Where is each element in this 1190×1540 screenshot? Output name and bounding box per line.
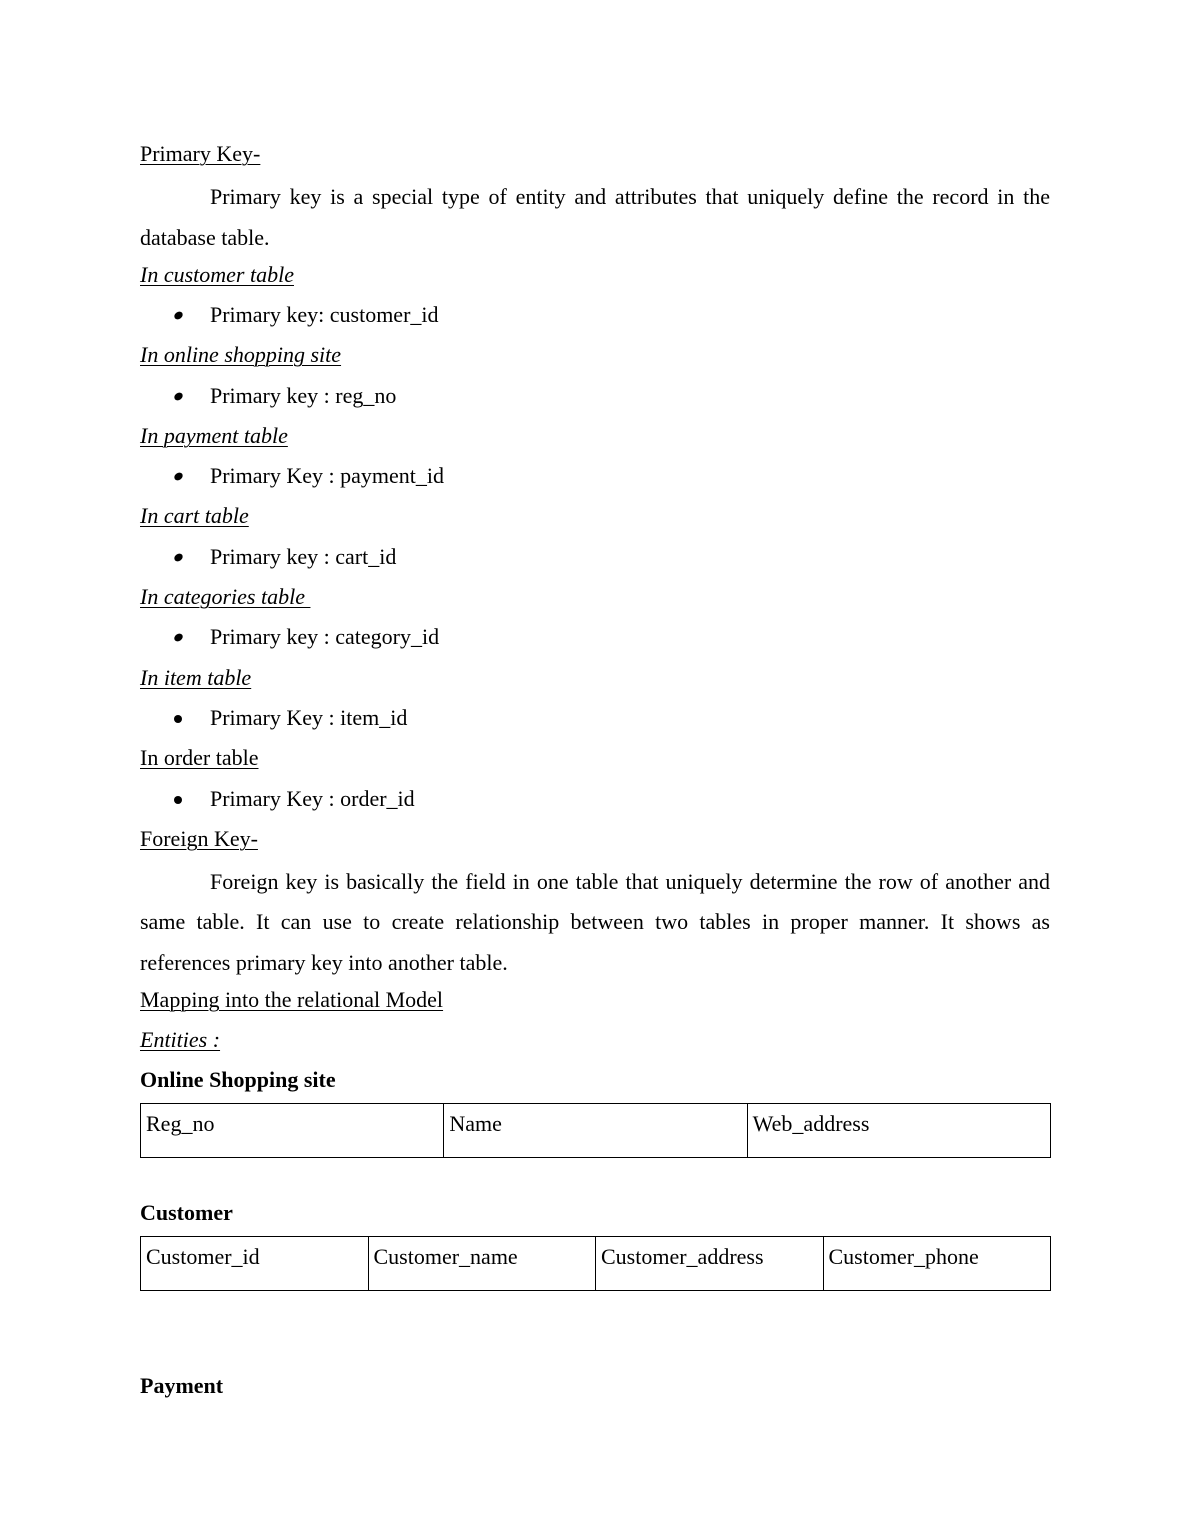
bullet-text: Primary key : cart_id <box>210 543 397 569</box>
table-row <box>141 1104 1051 1158</box>
bullet-icon <box>173 632 184 643</box>
bullet-icon <box>174 715 182 723</box>
bullet-icon <box>173 471 184 482</box>
entity-title-payment: Payment <box>140 1373 224 1399</box>
section-label-item: In item table <box>140 664 252 690</box>
bullet-text: Primary key: customer_id <box>210 302 439 327</box>
table-cell: Customer_id <box>141 1237 369 1291</box>
entity-table-customer <box>140 1236 1051 1291</box>
bullet-item <box>140 782 1050 822</box>
foreign-key-heading: Foreign Key- <box>140 825 258 851</box>
section-label-order: In order table <box>140 745 259 771</box>
section-label-categories: In categories table <box>140 584 311 610</box>
entity-table-online-shopping <box>140 1103 1051 1158</box>
section-label-customer: In customer table <box>140 261 294 287</box>
bullet-text: Primary Key : order_id <box>210 785 415 811</box>
bullet-text: Primary key : reg_no <box>210 382 397 408</box>
table-cell: Name <box>444 1104 747 1158</box>
bullet-item <box>140 701 1050 741</box>
table-row <box>141 1237 1051 1291</box>
primary-key-heading: Primary Key- <box>140 141 261 166</box>
entity-title-customer: Customer <box>140 1200 233 1226</box>
table-cell: Customer_address <box>596 1237 824 1291</box>
primary-key-definition <box>140 177 1050 257</box>
foreign-key-definition-text: Foreign key is basically the field in one table that uniquely determine the row of another and same table. It can use to create relationship between two tables in proper manner. It shows as references primary key into another table. <box>140 869 1050 975</box>
table-cell: Customer_phone <box>823 1237 1051 1291</box>
bullet-text: Primary Key : item_id <box>210 704 408 730</box>
table-cell: Web_address <box>747 1104 1050 1158</box>
bullet-icon <box>173 552 184 563</box>
table-cell: Reg_no <box>141 1104 444 1158</box>
bullet-text: Primary Key : payment_id <box>210 463 445 489</box>
bullet-item <box>140 298 1050 338</box>
section-label-online-shopping: In online shopping site <box>140 342 342 368</box>
bullet-item <box>140 620 1050 660</box>
bullet-item <box>140 379 1050 419</box>
entities-label: Entities : <box>140 1027 221 1053</box>
mapping-heading: Mapping into the relational Model <box>140 986 444 1012</box>
document-page <box>140 137 1050 1409</box>
bullet-item <box>140 459 1050 499</box>
entity-title-online-shopping: Online Shopping site <box>140 1067 336 1093</box>
bullet-icon <box>173 310 184 321</box>
section-label-cart: In cart table <box>140 503 249 529</box>
foreign-key-definition <box>140 862 1050 983</box>
table-cell: Customer_name <box>368 1237 596 1291</box>
primary-key-definition-text: Primary key is a special type of entity and attributes that uniquely define the record in the database table. <box>140 184 1050 250</box>
bullet-icon <box>174 796 182 804</box>
bullet-text: Primary key : category_id <box>210 624 440 650</box>
section-label-payment: In payment table <box>140 422 288 448</box>
bullet-item <box>140 540 1050 580</box>
bullet-icon <box>173 391 184 402</box>
